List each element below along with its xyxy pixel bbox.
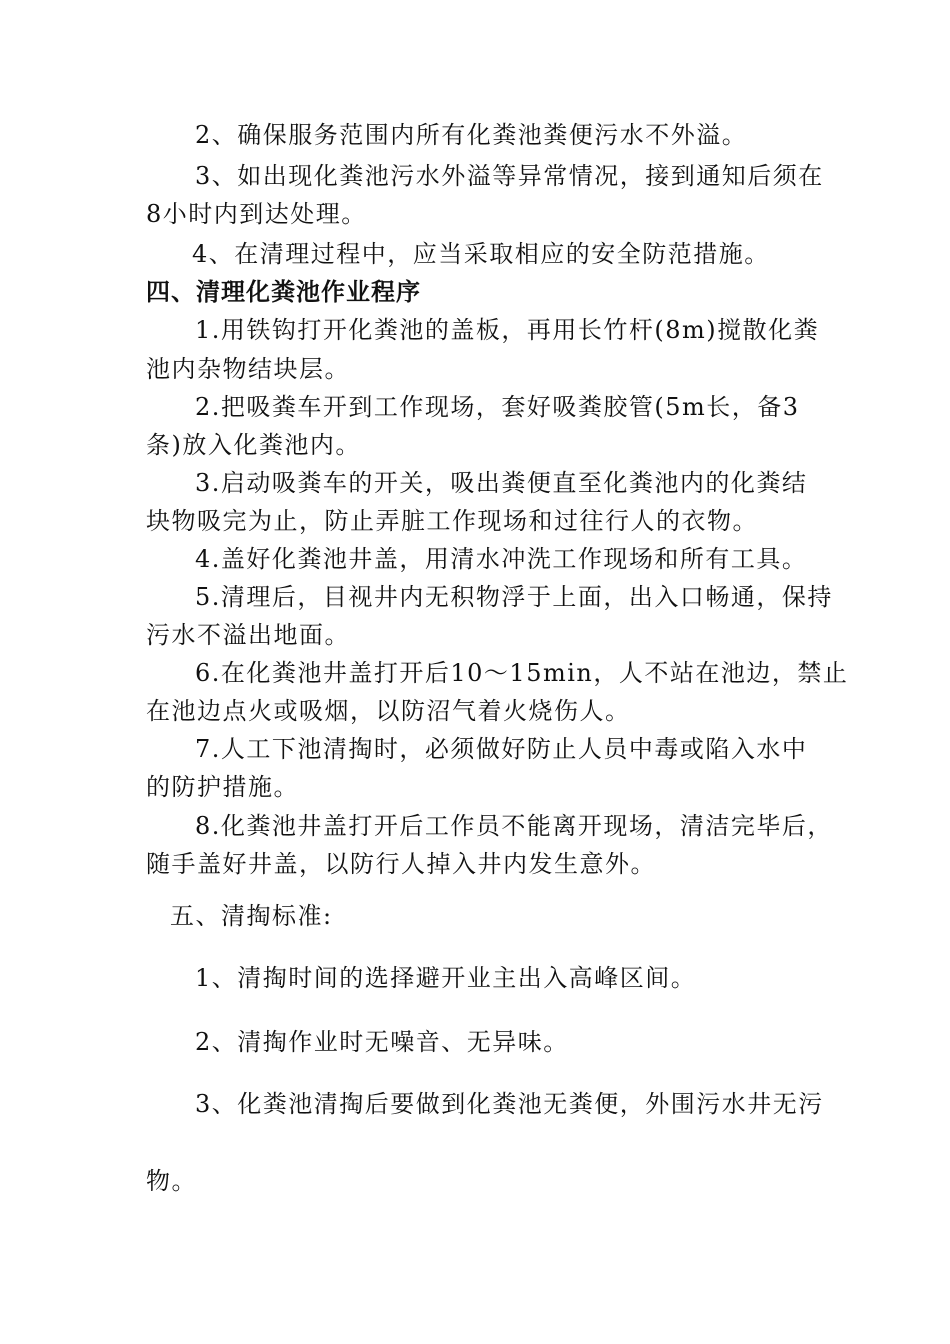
text-line-8: 2.把吸粪车开到工作现场，套好吸粪胶管(5m长，备3	[195, 393, 800, 421]
text-line-23: 2、清掏作业时无噪音、无异味。	[195, 1028, 569, 1056]
text-line-6: 1.用铁钩打开化粪池的盖板，再用长竹杆(8m)搅散化粪	[195, 316, 820, 344]
text-line-11: 块物吸完为止，防止弄脏工作现场和过往行人的衣物。	[146, 507, 758, 535]
text-line-10: 3.启动吸粪车的开关，吸出粪便直至化粪池内的化粪结	[195, 469, 808, 497]
text-line-24: 3、化粪池清掏后要做到化粪池无粪便，外围污水井无污	[195, 1090, 824, 1118]
text-line-9: 条)放入化粪池内。	[146, 431, 361, 459]
text-line-19: 8.化粪池井盖打开后工作员不能离开现场，清洁完毕后，	[195, 812, 833, 840]
text-line-3: 8小时内到达处理。	[146, 200, 367, 228]
text-line-4: 4、在清理过程中，应当采取相应的安全防范措施。	[192, 240, 770, 268]
text-line-20: 随手盖好井盖，以防行人掉入井内发生意外。	[146, 850, 656, 878]
text-line-7: 池内杂物结块层。	[146, 355, 350, 383]
text-line-25: 物。	[146, 1167, 197, 1195]
text-line-13: 5.清理后，目视井内无积物浮于上面，出入口畅通，保持	[195, 583, 833, 611]
text-line-1: 2、确保服务范围内所有化粪池粪便污水不外溢。	[195, 121, 748, 149]
text-line-17: 7.人工下池清掏时，必须做好防止人员中毒或陷入水中	[195, 735, 808, 763]
text-line-2: 3、如出现化粪池污水外溢等异常情况，接到通知后须在	[195, 162, 824, 190]
text-line-16: 在池边点火或吸烟，以防沼气着火烧伤人。	[146, 697, 631, 725]
text-line-15: 6.在化粪池井盖打开后10～15min，人不站在池边，禁止	[195, 659, 849, 687]
text-line-14: 污水不溢出地面。	[146, 621, 350, 649]
text-line-22: 1、清掏时间的选择避开业主出入高峰区间。	[195, 964, 697, 992]
section-heading-5: 五、清掏标准:	[170, 902, 333, 930]
text-line-18: 的防护措施。	[146, 773, 299, 801]
section-heading-4: 四、清理化粪池作业程序	[146, 277, 421, 306]
text-line-12: 4.盖好化粪池井盖，用清水冲洗工作现场和所有工具。	[195, 545, 808, 573]
